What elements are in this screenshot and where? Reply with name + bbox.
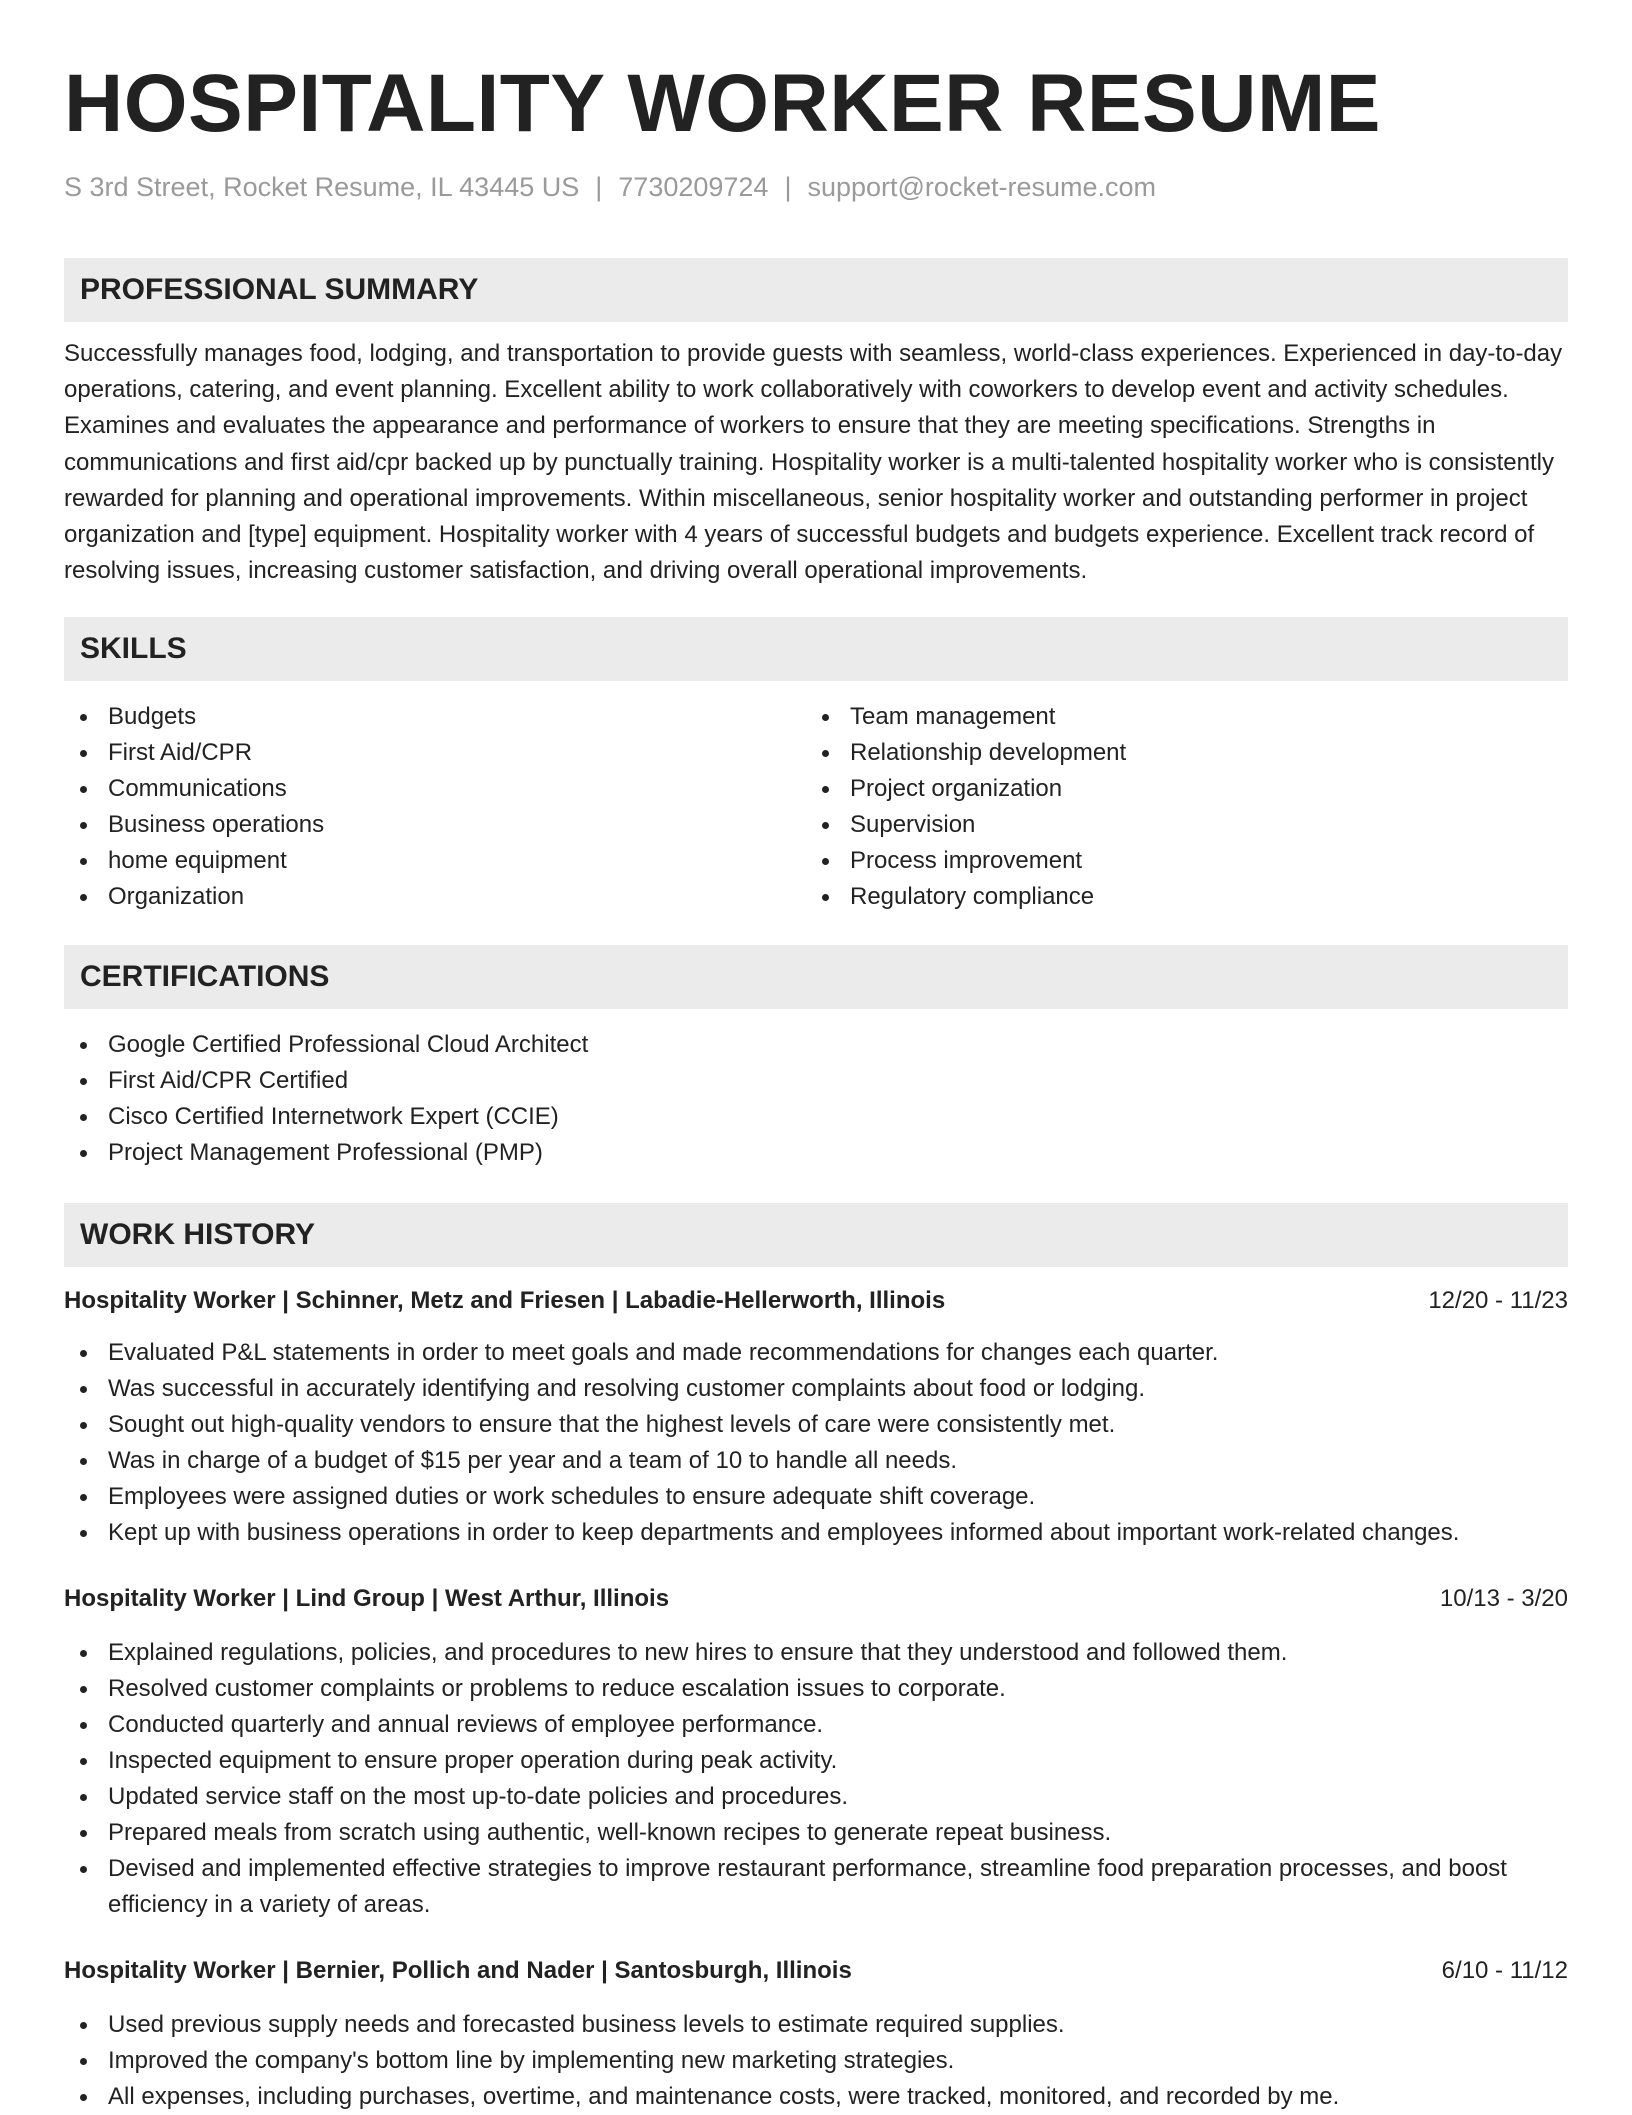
work-history-heading: WORK HISTORY (64, 1203, 1568, 1267)
job-entry (64, 1283, 1568, 1551)
job-duty-item: Prepared meals from scratch using authentic, well-known recipes to generate repeat business. (64, 1815, 1568, 1851)
job-duty-item: Employees were assigned duties or work schedules to ensure adequate shift coverage. (64, 1479, 1568, 1515)
certification-item: First Aid/CPR Certified (64, 1063, 1568, 1099)
skill-item: Relationship development (806, 735, 1548, 771)
job-duties-list (64, 1635, 1568, 1923)
contact-address: S 3rd Street, Rocket Resume, IL 43445 US (64, 172, 580, 202)
contact-line (64, 170, 1568, 204)
job-entry (64, 1581, 1568, 1923)
certifications-heading: CERTIFICATIONS (64, 945, 1568, 1009)
job-duty-item: Kept up with business operations in order to keep departments and employees informed about important work-related changes. (64, 1515, 1568, 1551)
job-dates: 10/13 - 3/20 (1439, 1585, 1568, 1613)
skill-item: Supervision (806, 807, 1548, 843)
job-duty-item: Conducted quarterly and annual reviews of employee performance. (64, 1707, 1568, 1743)
job-duties-list (64, 1335, 1568, 1551)
job-title: Hospitality Worker | Bernier, Pollich and Nader | Santosburgh, Illinois (64, 1957, 852, 1985)
skills-column-left (64, 699, 806, 915)
skill-item: Business operations (64, 807, 806, 843)
job-duties-list (64, 2007, 1568, 2115)
job-header (64, 1953, 1568, 1989)
certifications-list (64, 1027, 1568, 1171)
certification-item: Google Certified Professional Cloud Architect (64, 1027, 1568, 1063)
summary-heading: PROFESSIONAL SUMMARY (64, 258, 1568, 322)
skill-item: Process improvement (806, 843, 1548, 879)
summary-text: Successfully manages food, lodging, and transportation to provide guests with seamless, world-class experiences. Experienced in day-to-day operations, catering, and event planning. Excellent ability to work collaboratively with coworkers to develop event and activity schedules. Examines and evaluates the appearance and performance of workers to ensure that they are meeting specifications. Strengths in communications and first aid/cpr backed up by punctually training. Hospitality worker is a multi-talented hospitality worker who is consistently rewarded for planning and operational improvements. Within miscellaneous, senior hospitality worker and outstanding performer in project organization and [type] equipment. Hospitality worker with 4 years of successful budgets and budgets experience. Excellent track record of resolving issues, increasing customer satisfaction, and driving overall operational improvements. (64, 340, 1563, 585)
job-duty-item: Was successful in accurately identifying and resolving customer complaints about food or lodging. (64, 1371, 1568, 1407)
contact-separator: | (595, 172, 603, 202)
skill-item: Team management (806, 699, 1548, 735)
skill-item: First Aid/CPR (64, 735, 806, 771)
job-header (64, 1581, 1568, 1617)
job-duty-item: Explained regulations, policies, and procedures to new hires to ensure that they understood and followed them. (64, 1635, 1568, 1671)
resume-title: HOSPITALITY WORKER RESUME (64, 58, 1381, 149)
job-duty-item: Improved the company's bottom line by implementing new marketing strategies. (64, 2043, 1568, 2079)
job-duty-item: Used previous supply needs and forecasted business levels to estimate required supplies. (64, 2007, 1568, 2043)
skill-item: Organization (64, 879, 806, 915)
contact-separator: | (784, 172, 792, 202)
job-header (64, 1283, 1568, 1319)
job-duty-item: Sought out high-quality vendors to ensure that the highest levels of care were consistently met. (64, 1407, 1568, 1443)
job-title: Hospitality Worker | Lind Group | West Arthur, Illinois (64, 1585, 670, 1613)
skills-list (64, 699, 1568, 915)
certification-item: Cisco Certified Internetwork Expert (CCIE) (64, 1099, 1568, 1135)
job-dates: 6/10 - 11/12 (1441, 1957, 1568, 1985)
job-dates: 12/20 - 11/23 (1428, 1287, 1568, 1315)
skills-column-right (806, 699, 1548, 915)
job-duty-item: Devised and implemented effective strategies to improve restaurant performance, streamline food preparation processes, and boost efficiency in a variety of areas. (64, 1851, 1568, 1923)
contact-email: support@rocket-resume.com (807, 172, 1156, 202)
job-duty-item: Resolved customer complaints or problems to reduce escalation issues to corporate. (64, 1671, 1568, 1707)
job-duty-item: Was in charge of a budget of $15 per year and a team of 10 to handle all needs. (64, 1443, 1568, 1479)
skill-item: Regulatory compliance (806, 879, 1548, 915)
skill-item: Project organization (806, 771, 1548, 807)
job-title: Hospitality Worker | Schinner, Metz and Friesen | Labadie-Hellerworth, Illinois (64, 1287, 946, 1315)
job-duty-item: All expenses, including purchases, overtime, and maintenance costs, were tracked, monitored, and recorded by me. (64, 2079, 1568, 2115)
certification-item: Project Management Professional (PMP) (64, 1135, 1568, 1171)
skills-heading: SKILLS (64, 617, 1568, 681)
job-duty-item: Inspected equipment to ensure proper operation during peak activity. (64, 1743, 1568, 1779)
job-entry (64, 1953, 1568, 2115)
job-duty-item: Evaluated P&L statements in order to meet goals and made recommendations for changes each quarter. (64, 1335, 1568, 1371)
skill-item: Budgets (64, 699, 806, 735)
skill-item: home equipment (64, 843, 806, 879)
resume-page (64, 0, 1568, 2115)
skill-item: Communications (64, 771, 806, 807)
contact-phone: 7730209724 (618, 172, 769, 202)
job-duty-item: Updated service staff on the most up-to-date policies and procedures. (64, 1779, 1568, 1815)
